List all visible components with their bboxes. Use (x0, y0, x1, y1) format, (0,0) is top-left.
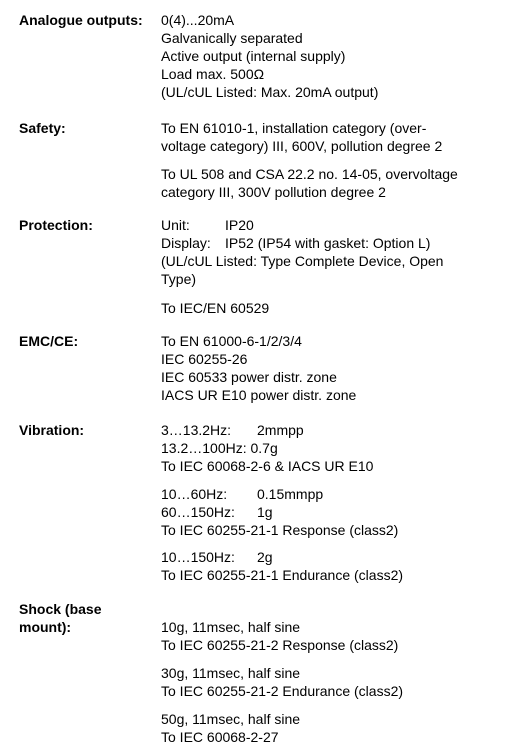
vibration-row (161, 503, 398, 521)
label-line: mount): (19, 619, 72, 635)
vibration-row (161, 485, 398, 503)
value-line: Type) (161, 271, 197, 287)
value-line: 0(4)...20mA (161, 12, 235, 28)
safety-block-1 (161, 119, 442, 155)
protection-display-value: IP52 (IP54 with gasket: Option L) (225, 235, 431, 251)
vibration-block-2 (161, 485, 398, 539)
value-line: To IEC 60255-21-1 Endurance (class2) (161, 567, 404, 583)
vibration-block-1 (161, 421, 373, 475)
value-line: 30g, 11msec, half sine (161, 665, 301, 681)
value-line: To IEC 60255-21-2 Response (class2) (161, 637, 399, 653)
shock-block-2 (161, 664, 403, 700)
vibration-row (161, 548, 403, 566)
label-vibration: Vibration: (19, 422, 85, 438)
value-line: To UL 508 and CSA 22.2 no. 14-05, overvoltage (161, 166, 458, 182)
emc-ce-values (161, 332, 356, 404)
value-line: To IEC 60068-2-6 & IACS UR E10 (161, 458, 374, 474)
value-line: 13.2…100Hz: 0.7g (161, 440, 278, 456)
value-line: (UL/cUL Listed: Type Complete Device, Open (161, 253, 444, 269)
value-line: To EN 61000-6-1/2/3/4 (161, 333, 302, 349)
vibration-row (161, 421, 373, 439)
label-shock (19, 600, 101, 636)
vibration-amplitude: 0.15mmpp (257, 486, 324, 502)
vibration-amplitude: 1g (257, 504, 273, 520)
value-line: category III, 300V pollution degree 2 (161, 184, 386, 200)
value-line: Load max. 500Ω (161, 66, 265, 82)
vibration-freq-key: 10…150Hz: (161, 549, 235, 565)
safety-block-2 (161, 165, 458, 201)
protection-unit-row (161, 216, 443, 234)
protection-unit-key: Unit: (161, 217, 190, 233)
value-line: To IEC 60255-21-2 Endurance (class2) (161, 683, 404, 699)
vibration-block-3 (161, 548, 403, 584)
vibration-freq-key: 10…60Hz: (161, 486, 228, 502)
label-emc-ce: EMC/CE: (19, 333, 79, 349)
value-line: To IEC 60068-2-27 (161, 729, 279, 745)
value-line: (UL/cUL Listed: Max. 20mA output) (161, 84, 379, 100)
value-line: IACS UR E10 power distr. zone (161, 387, 357, 403)
value-line: To EN 61010-1, installation category (over- (161, 120, 427, 136)
vibration-amplitude: 2g (257, 549, 273, 565)
protection-unit-value: IP20 (225, 217, 254, 233)
value-line: 50g, 11msec, half sine (161, 711, 301, 727)
label-analogue-outputs: Analogue outputs: (19, 12, 143, 28)
label-safety: Safety: (19, 120, 66, 136)
vibration-freq-key: 60…150Hz: (161, 504, 235, 520)
value-line: 10g, 11msec, half sine (161, 619, 301, 635)
protection-block-1 (161, 216, 443, 288)
value-line: Active output (internal supply) (161, 48, 346, 64)
vibration-amplitude: 2mmpp (257, 422, 304, 438)
value-line: voltage category) III, 600V, pollution degree 2 (161, 138, 443, 154)
label-line: Shock (base (19, 601, 102, 617)
label-protection: Protection: (19, 217, 93, 233)
analogue-outputs-values (161, 11, 378, 101)
value-line: To IEC/EN 60529 (161, 300, 270, 316)
shock-block-3 (161, 710, 300, 746)
protection-display-key: Display: (161, 235, 211, 251)
shock-block-1 (161, 618, 398, 654)
vibration-freq-key: 3…13.2Hz: (161, 422, 232, 438)
protection-block-2 (161, 299, 269, 317)
value-line: IEC 60255-26 (161, 351, 248, 367)
protection-display-row (161, 234, 443, 252)
value-line: To IEC 60255-21-1 Response (class2) (161, 522, 399, 538)
value-line: Galvanically separated (161, 30, 303, 46)
value-line: IEC 60533 power distr. zone (161, 369, 337, 385)
